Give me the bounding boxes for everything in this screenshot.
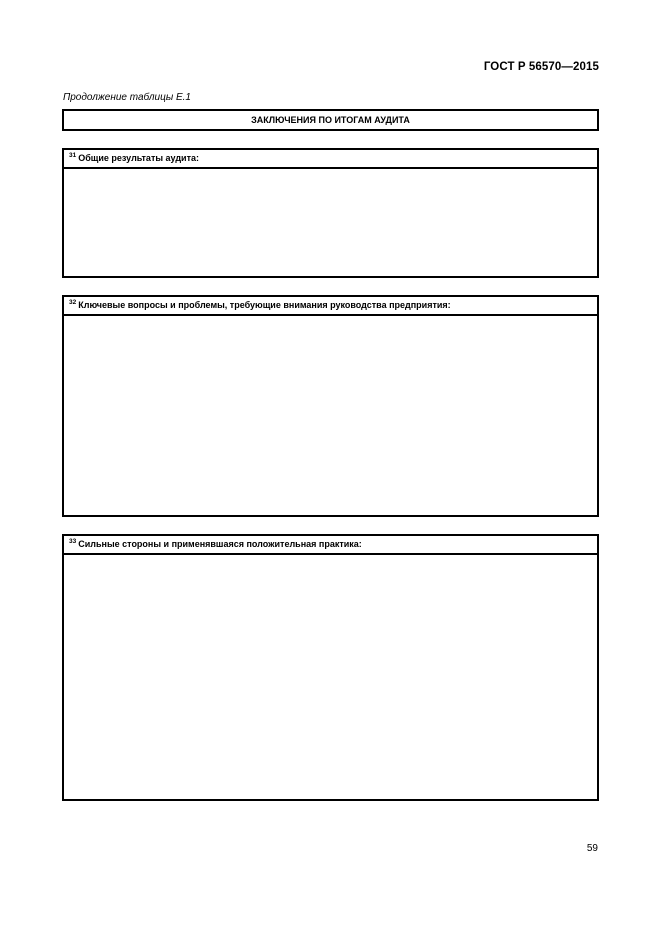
section-body-field[interactable] (64, 169, 597, 276)
section-title: Общие результаты аудита: (78, 153, 199, 163)
section-general-results (62, 148, 599, 278)
section-strengths (62, 534, 599, 801)
section-number: 31 (69, 152, 77, 159)
section-title: Ключевые вопросы и проблемы, требующие внимания руководства предприятия: (78, 300, 451, 310)
section-header (64, 150, 597, 169)
section-body-field[interactable] (64, 555, 597, 799)
section-number: 33 (69, 538, 77, 545)
section-header (64, 297, 597, 316)
standard-code: ГОСТ Р 56570—2015 (483, 61, 599, 73)
page-number: 59 (586, 843, 598, 854)
section-header (64, 536, 597, 555)
section-key-issues (62, 295, 599, 517)
table-continuation-label: Продолжение таблицы Е.1 (63, 92, 191, 103)
audit-conclusions-heading (62, 109, 599, 131)
section-number: 32 (69, 299, 77, 306)
section-title: Сильные стороны и применявшаяся положительная практика: (78, 539, 362, 549)
audit-conclusions-heading-text: ЗАКЛЮЧЕНИЯ ПО ИТОГАМ АУДИТА (251, 115, 410, 125)
section-body-field[interactable] (64, 316, 597, 515)
